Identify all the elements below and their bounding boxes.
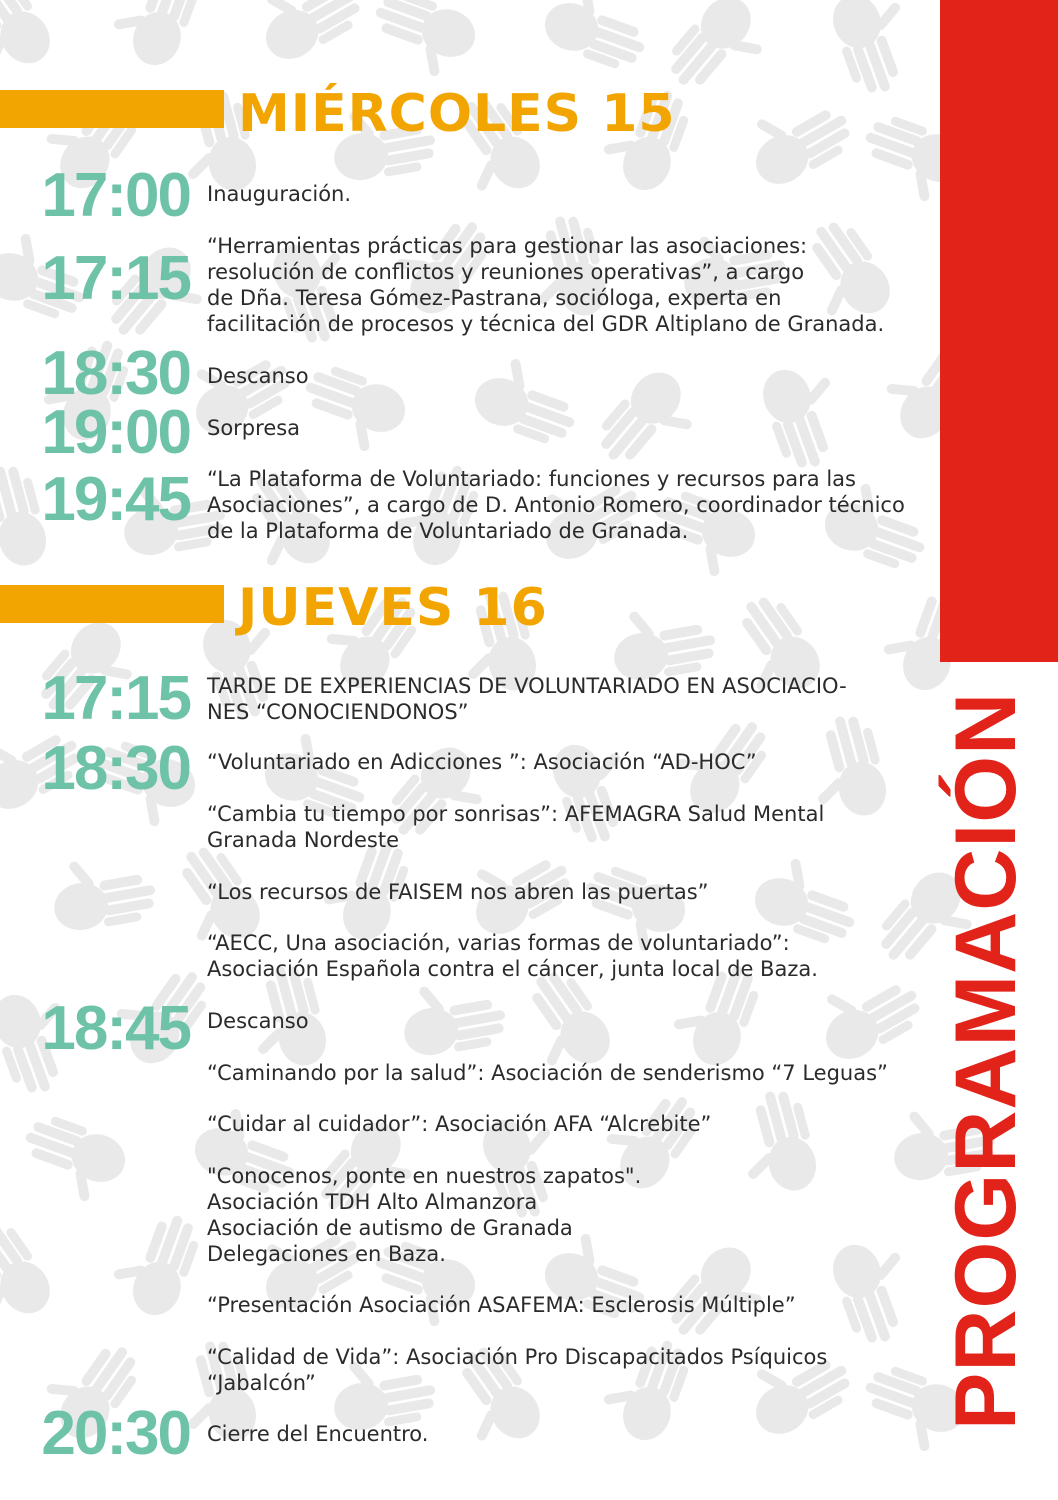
schedule-entry: Inauguración. [207, 182, 352, 206]
programacion-vertical-title: PROGRAMACIÓN [938, 691, 1034, 1430]
schedule-entry: TARDE DE EXPERIENCIAS DE VOLUNTARIADO EN ASOCIACIO- NES “CONOCIENDONOS” [207, 674, 847, 724]
schedule-entry: “Calidad de Vida”: Asociación Pro Discapacitados Psíquicos “Jabalcón” [207, 1345, 828, 1395]
hand-print-icon [245, 0, 370, 69]
red-side-band [940, 0, 1058, 662]
time-label: 18:30 [41, 734, 190, 803]
hand-print-icon [0, 0, 61, 87]
time-label: 18:45 [41, 994, 190, 1063]
hand-print-icon [103, 0, 205, 72]
schedule-entry: “Presentación Asociación ASAFEMA: Esclerosis Múltiple” [207, 1293, 796, 1317]
schedule-entry: “AECC, Una asociación, varias formas de voluntariado”: Asociación Española contra el cáncer, junta local de Baza. [207, 931, 818, 981]
hand-print-icon [538, 0, 659, 76]
time-label: 19:45 [41, 465, 190, 534]
hand-print-icon [735, 81, 860, 194]
day-title-miercoles: MIÉRCOLES 15 [238, 84, 676, 144]
schedule-entry: “Los recursos de FAISEM nos abren las puertas” [207, 880, 709, 904]
hand-print-icon [659, 0, 780, 111]
time-label: 19:00 [41, 398, 190, 467]
time-label: 17:00 [41, 161, 190, 230]
schedule-entry: Sorpresa [207, 416, 301, 440]
time-label: 17:15 [41, 244, 190, 313]
hand-print-icon [11, 1109, 132, 1211]
schedule-entry: “Cambia tu tiempo por sonrisas”: AFEMAGRA Salud Mental Granada Nordeste [207, 802, 825, 852]
schedule-entry: “Herramientas prácticas para gestionar las asociaciones: resolución de conflictos y reuniones operativas”, a cargo de Dña. Teresa Gómez-Pastrana, socióloga, experta en facilitación de procesos y técnica del GDR Altiplano de Granada. [207, 234, 885, 336]
schedule-entry: “La Plataforma de Voluntariado: funciones y recursos para las Asociaciones”, a cargo de D. Antonio Romero, coordinador técnico de la Plataforma de Voluntariado de Granada. [207, 467, 905, 543]
hand-print-icon [825, 0, 927, 101]
schedule-entry: “Cuidar al cuidador”: Asociación AFA “Alcrebite” [207, 1112, 712, 1136]
hand-print-icon [606, 597, 719, 685]
hand-print-icon [46, 847, 159, 935]
day-heading-bar [0, 90, 224, 128]
time-label: 18:30 [41, 339, 190, 408]
time-label: 17:15 [41, 664, 190, 733]
day-heading-bar [0, 585, 224, 623]
time-label: 20:30 [41, 1399, 190, 1468]
schedule-entry: "Conocenos, ponte en nuestros zapatos". Asociación TDH Alto Almanzora Asociación de autismo de Granada Delegaciones en Baza. [207, 1164, 642, 1266]
schedule-entry: Cierre del Encuentro. [207, 1422, 429, 1446]
hand-print-icon [103, 1201, 205, 1322]
schedule-entry: “Voluntariado en Adicciones ”: Asociación “AD-HOC” [207, 750, 757, 774]
schedule-entry: “Caminando por la salud”: Asociación de senderismo “7 Leguas” [207, 1061, 888, 1085]
schedule-entry: Descanso [207, 1009, 309, 1033]
hand-print-icon [0, 1212, 61, 1337]
schedule-entry: Descanso [207, 364, 309, 388]
day-title-jueves: JUEVES 16 [238, 578, 548, 638]
hand-print-icon [361, 0, 482, 87]
